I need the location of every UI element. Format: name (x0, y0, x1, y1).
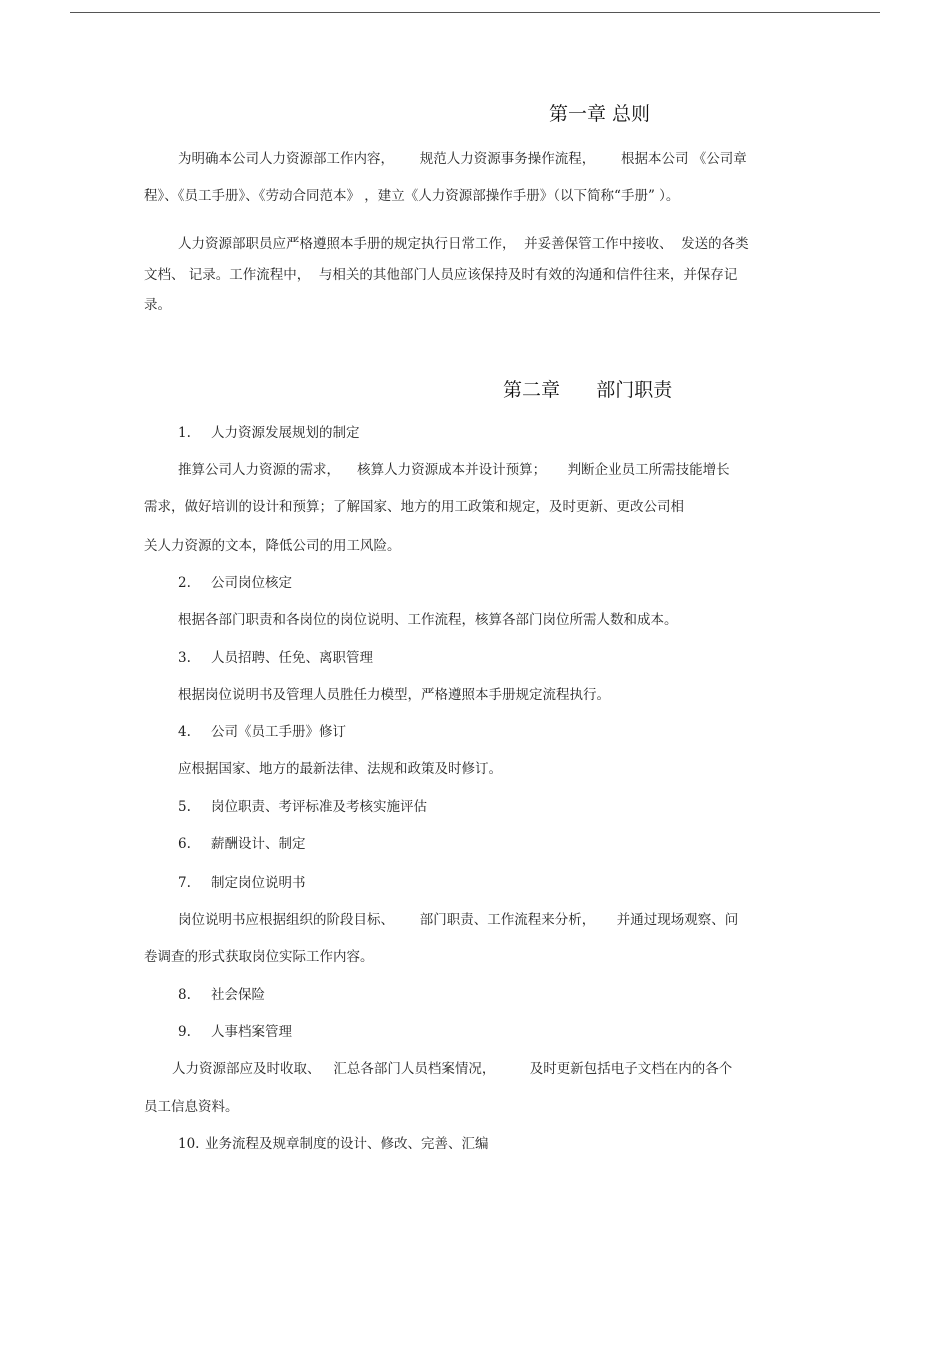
list-item-number: 1. (178, 425, 191, 441)
paragraph-line: 需求，做好培训的设计和预算；了解国家、地方的用工政策和规定，及时更新、更改公司相 (144, 499, 684, 515)
list-item-title: 公司岗位核定 (211, 575, 292, 591)
list-item-number: 6. (178, 836, 191, 852)
list-item-number: 9. (178, 1024, 191, 1040)
paragraph-line: 为明确本公司人力资源部工作内容， 规范人力资源事务操作流程， 根据本公司 《公司章 (178, 151, 747, 167)
paragraph-line: 关人力资源的文本，降低公司的用工风险。 (144, 538, 401, 554)
paragraph-line: 岗位说明书应根据组织的阶段目标、 部门职责、工作流程来分析， 并通过现场观察、问 (178, 912, 739, 928)
paragraph-line: 卷调查的形式获取岗位实际工作内容。 (144, 949, 374, 965)
list-item-number: 7. (178, 875, 191, 891)
paragraph-line: 推算公司人力资源的需求， 核算人力资源成本并设计预算； 判断企业员工所需技能增长 (178, 462, 730, 478)
paragraph-line: 文档、 记录。工作流程中， 与相关的其他部门人员应该保持及时有效的沟通和信件往来，并保存记 (144, 267, 738, 283)
list-item-title: 制定岗位说明书 (211, 875, 306, 891)
paragraph-line: 根据各部门职责和各岗位的岗位说明、工作流程，核算各部门岗位所需人数和成本。 (178, 612, 678, 628)
list-item-title: 业务流程及规章制度的设计、修改、完善、汇编 (205, 1136, 489, 1152)
list-item-title: 人事档案管理 (211, 1024, 292, 1040)
list-item-title: 薪酬设计、制定 (211, 836, 306, 852)
list-item-title: 人力资源发展规划的制定 (211, 425, 360, 441)
list-item-number: 2. (178, 575, 191, 591)
list-item-title: 岗位职责、考评标准及考核实施评估 (211, 799, 427, 815)
list-item-title: 人员招聘、任免、离职管理 (211, 650, 373, 666)
chapter-2-title: 第二章 部门职责 (503, 379, 673, 401)
list-item-number: 10. (178, 1136, 200, 1152)
paragraph-line: 应根据国家、地方的最新法律、法规和政策及时修订。 (178, 761, 502, 777)
list-item-number: 3. (178, 650, 191, 666)
paragraph-line: 人力资源部应及时收取、 汇总各部门人员档案情况， 及时更新包括电子文档在内的各个 (172, 1061, 733, 1077)
list-item-number: 8. (178, 987, 191, 1003)
list-item-title: 社会保险 (211, 987, 265, 1003)
list-item-number: 4. (178, 724, 191, 740)
list-item-number: 5. (178, 799, 191, 815)
paragraph-line: 员工信息资料。 (144, 1099, 239, 1115)
paragraph-line: 程》、《员工手册》、《劳动合同范本》 ，建立《人力资源部操作手册》（以下简称“手册” ）。 (144, 188, 680, 204)
chapter-1-title: 第一章 总则 (549, 103, 651, 125)
list-item-title: 公司《员工手册》修订 (211, 724, 346, 740)
paragraph-line: 人力资源部职员应严格遵照本手册的规定执行日常工作， 并妥善保管工作中接收、 发送的各类 (178, 236, 749, 252)
paragraph-line: 根据岗位说明书及管理人员胜任力模型，严格遵照本手册规定流程执行。 (178, 687, 610, 703)
paragraph-line: 录。 (144, 297, 171, 313)
header-rule (70, 12, 880, 13)
